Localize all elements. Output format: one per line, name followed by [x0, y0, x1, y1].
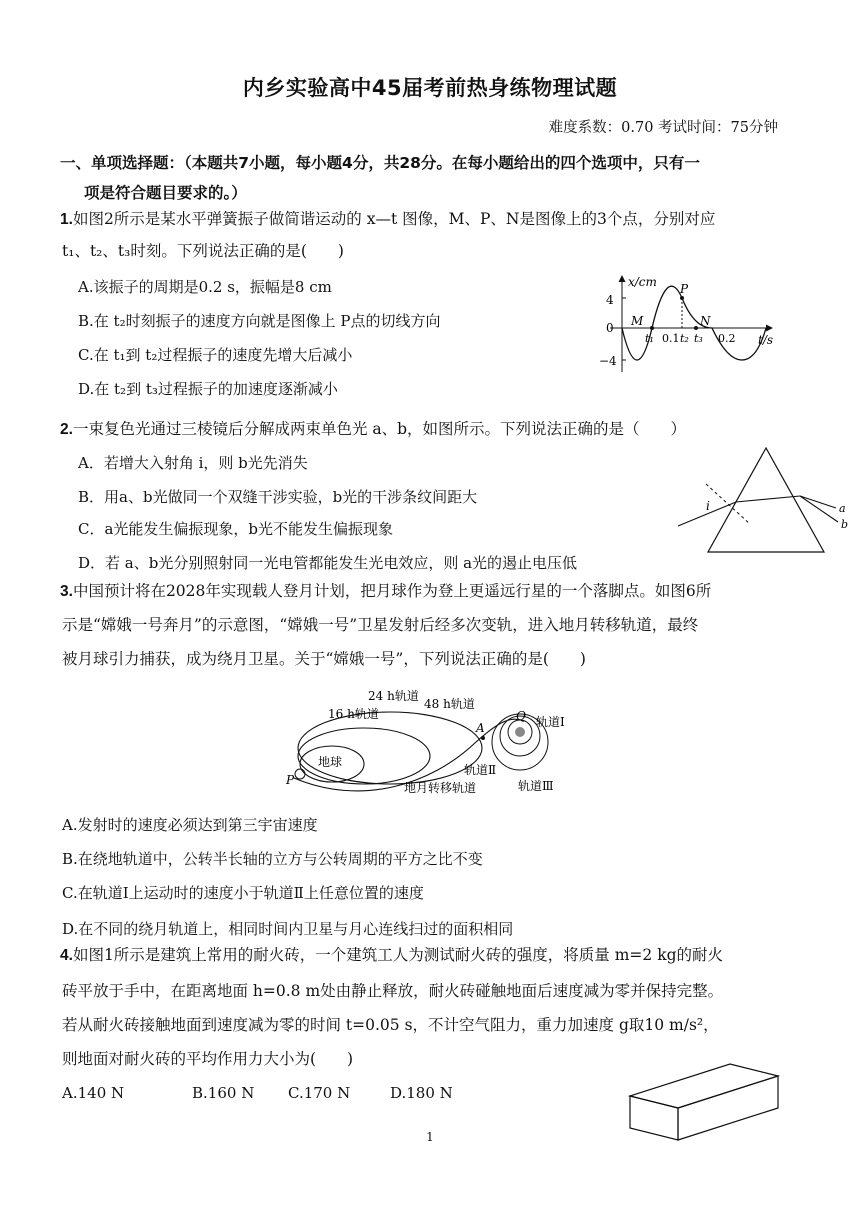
q4-number: 4. — [60, 947, 73, 964]
svg-text:t₂: t₂ — [680, 332, 689, 345]
q2-number: 2. — [60, 421, 73, 438]
q1-option-c: C.在 t₁到 t₂过程振子的速度先增大后减小 — [78, 346, 353, 364]
svg-text:0.1: 0.1 — [662, 332, 680, 345]
svg-text:地月转移轨道: 地月转移轨道 — [404, 781, 477, 795]
svg-text:Q: Q — [516, 709, 526, 723]
svg-text:P: P — [680, 282, 689, 296]
svg-text:24 h轨道: 24 h轨道 — [368, 689, 419, 703]
svg-text:M: M — [631, 314, 644, 328]
q1-option-d: D.在 t₂到 t₃过程振子的加速度逐渐减小 — [78, 380, 338, 398]
q4-option-a: A.140 N — [62, 1084, 125, 1102]
q4-line4: 则地面对耐火砖的平均作用力大小为( ) — [62, 1050, 354, 1068]
svg-text:a: a — [839, 502, 846, 515]
svg-text:16 h轨道: 16 h轨道 — [328, 707, 379, 721]
svg-text:轨道Ⅲ: 轨道Ⅲ — [518, 779, 554, 793]
q1-xt-graph — [590, 272, 790, 382]
q4-line3: 若从耐火砖接触地面到速度减为零的时间 t=0.05 s，不计空气阻力，重力加速度 g取10 m/s²， — [62, 1016, 719, 1034]
svg-text:i: i — [706, 499, 710, 513]
svg-text:地球: 地球 — [318, 755, 343, 769]
q3-line1: 3.中国预计将在2028年实现载人登月计划，把月球作为登上更遥远行星的一个落脚点。如图6所 — [60, 582, 712, 600]
svg-text:轨道Ⅰ: 轨道Ⅰ — [536, 715, 565, 729]
q2-prism-figure — [676, 444, 856, 556]
svg-text:P: P — [286, 773, 295, 787]
q1-option-a: A.该振子的周期是0.2 s，振幅是8 cm — [78, 278, 332, 296]
q2-line1: 2.一束复色光通过三棱镜后分解成两束单色光 a、b，如图所示。下列说法正确的是（ ） — [60, 420, 687, 438]
q3-number: 3. — [60, 583, 73, 600]
svg-text:0: 0 — [606, 321, 614, 335]
svg-text:4: 4 — [606, 293, 614, 307]
svg-text:b: b — [841, 518, 849, 531]
q2-option-d: D．若 a、b光分别照射同一光电管都能发生光电效应，则 a光的遏止电压低 — [78, 554, 578, 572]
svg-text:N: N — [700, 314, 711, 328]
q4-option-d: D.180 N — [390, 1084, 453, 1102]
svg-text:−4: −4 — [599, 354, 617, 368]
q3-line3: 被月球引力捕获，成为绕月卫星。关于“嫦娥一号”，下列说法正确的是( ) — [62, 650, 586, 668]
q3-option-c: C.在轨道Ⅰ上运动时的速度小于轨道Ⅱ上任意位置的速度 — [62, 884, 424, 902]
svg-text:0.2: 0.2 — [718, 332, 736, 345]
q4-option-b: B.160 N — [192, 1084, 255, 1102]
q3-line2: 示是“嫦娥一号奔月”的示意图，“嫦娥一号”卫星发射后经多次变轨，进入地月转移轨道，最终 — [62, 616, 699, 634]
svg-text:t₃: t₃ — [694, 332, 703, 345]
svg-text:t/s: t/s — [758, 333, 774, 347]
q4-line2: 砖平放于手中，在距离地面 h=0.8 m处由静止释放，耐火砖碰触地面后速度减为零并保持完整。 — [62, 982, 724, 1000]
q2-option-c: C．a光能发生偏振现象，b光不能发生偏振现象 — [78, 520, 394, 538]
q2-option-b: B．用a、b光做同一个双缝干涉实验，b光的干涉条纹间距大 — [78, 488, 478, 506]
q3-orbit-figure — [280, 686, 580, 802]
svg-text:轨道Ⅱ: 轨道Ⅱ — [464, 763, 497, 777]
q2-option-a: A．若增大入射角 i，则 b光先消失 — [78, 454, 308, 472]
q1-number: 1. — [60, 211, 73, 228]
q3-option-b: B.在绕地轨道中，公转半长轴的立方与公转周期的平方之比不变 — [62, 850, 483, 868]
svg-text:48 h轨道: 48 h轨道 — [424, 697, 475, 711]
svg-text:x/cm: x/cm — [628, 275, 657, 289]
svg-text:t₁: t₁ — [645, 332, 654, 345]
q3-option-a: A.发射时的速度必须达到第三宇宙速度 — [62, 816, 318, 834]
svg-text:A: A — [476, 721, 485, 735]
section-heading-line2: 项是符合题目要求的。） — [84, 184, 247, 202]
q1-option-b: B.在 t₂时刻振子的速度方向就是图像上 P点的切线方向 — [78, 312, 441, 330]
q4-line1: 4.如图1所示是建筑上常用的耐火砖，一个建筑工人为测试耐火砖的强度，将质量 m=2 kg的耐火 — [60, 946, 724, 964]
paper-title: 内乡实验高中45届考前热身练物理试题 — [242, 76, 618, 100]
q1-line1: 1.如图2所示是某水平弹簧振子做简谐运动的 x—t 图像，M、P、N是图像上的3个点，分别对应 — [60, 210, 716, 228]
exam-meta: 难度系数：0.70 考试时间：75分钟 — [548, 120, 778, 136]
page-number: 1 — [426, 1130, 434, 1144]
q3-option-d: D.在不同的绕月轨道上，相同时间内卫星与月心连线扫过的面积相同 — [62, 920, 514, 938]
q4-option-c: C.170 N — [288, 1084, 351, 1102]
section-heading-line1: 一、单项选择题：（本题共7小题，每小题4分，共28分。在每小题给出的四个选项中，只有一 — [60, 154, 700, 172]
q1-line2: t₁、t₂、t₃时刻。下列说法正确的是( ) — [62, 242, 344, 260]
